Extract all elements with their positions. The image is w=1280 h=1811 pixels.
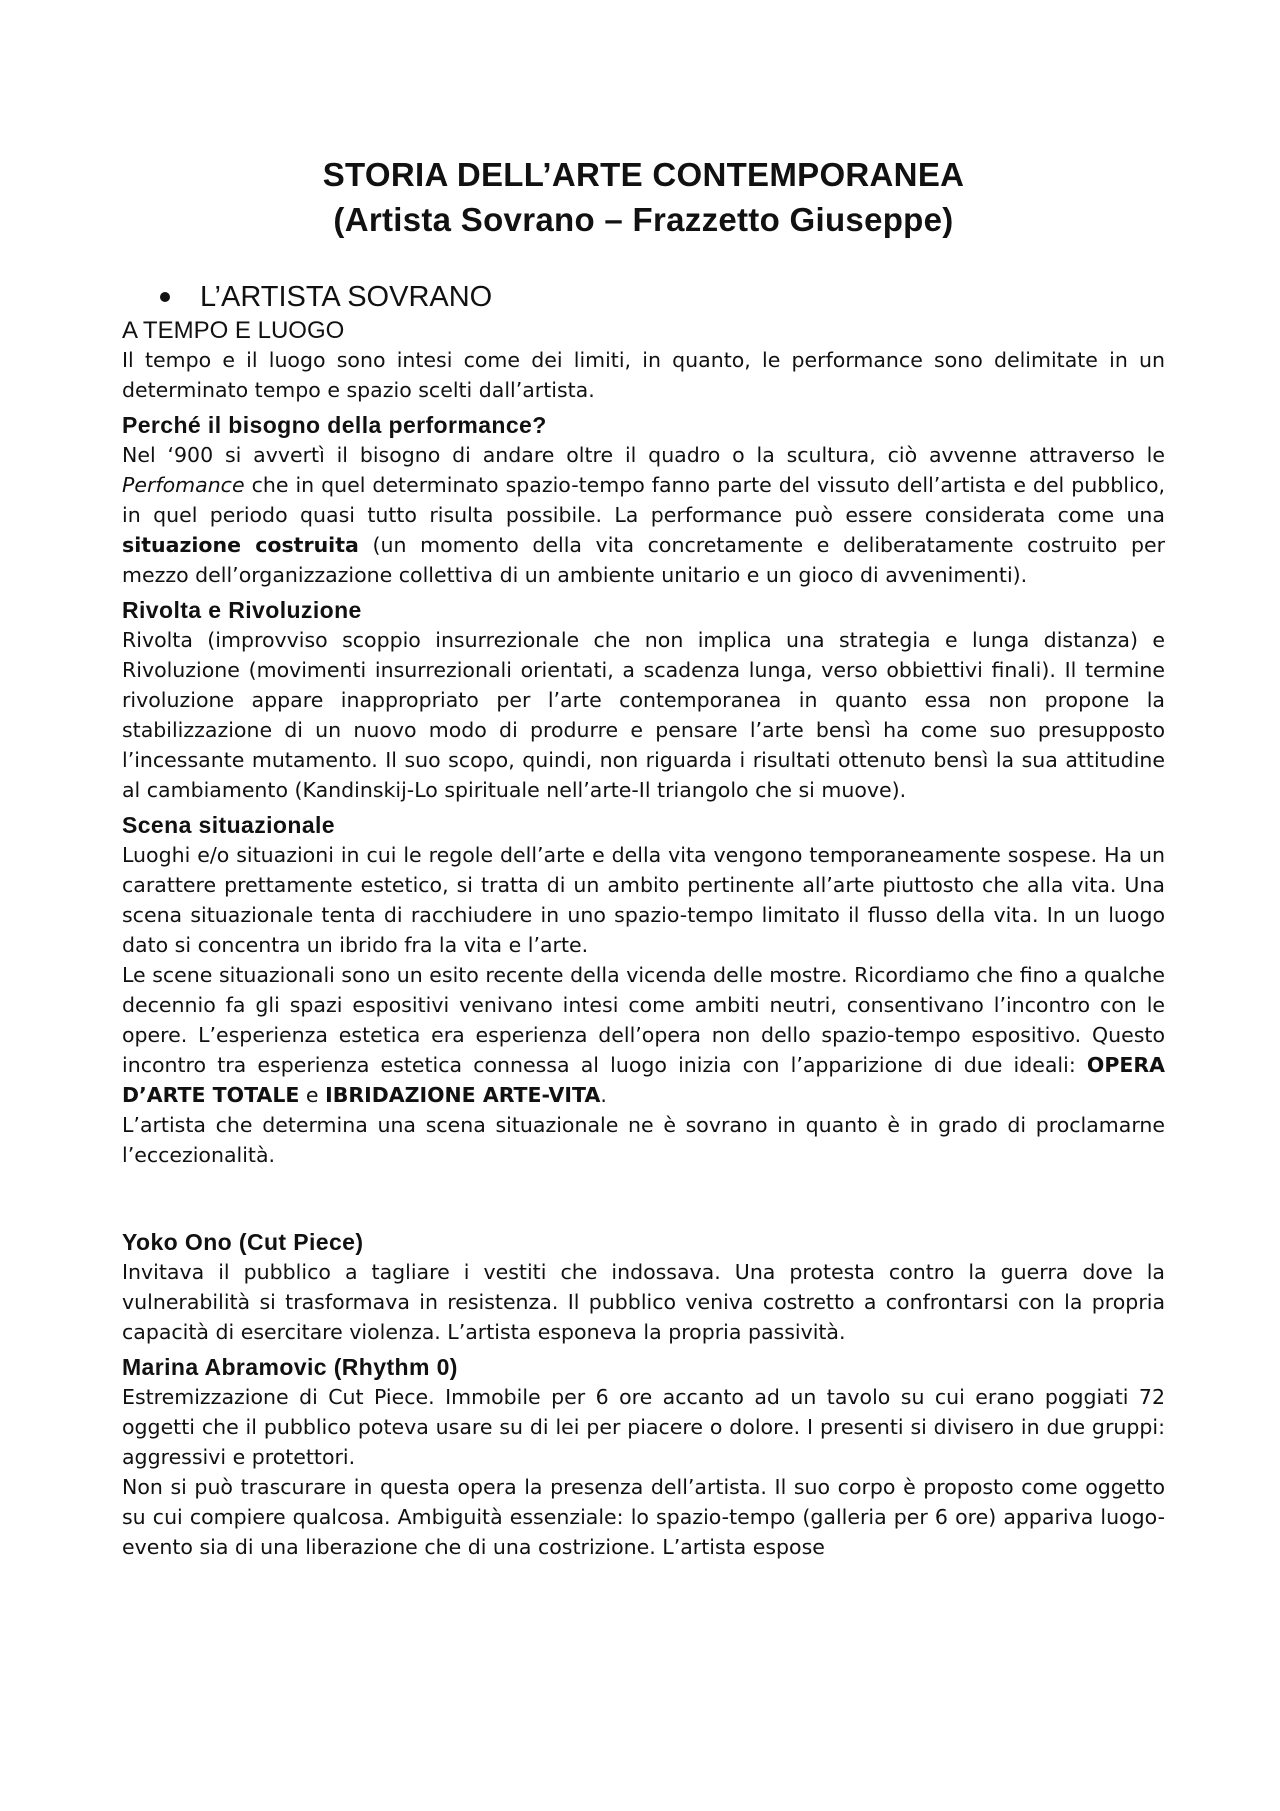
document-title	[122, 152, 1165, 242]
title-line-1: STORIA DELL’ARTE CONTEMPORANEA	[322, 156, 965, 193]
paragraph-abramovic-2: Non si può trascurare in questa opera la presenza dell’artista. Il suo corpo è proposto come oggetto su cui compiere qualcosa. Ambiguità essenziale: lo spazio-tempo (galleria per 6 ore) appariva luogo-evento sia di una liberazione che di una costrizione. L’artista espose	[122, 1475, 1165, 1559]
subheading-rivolta-rivoluzione: Rivolta e Rivoluzione	[122, 597, 362, 623]
paragraph-yoko-ono: Invitava il pubblico a tagliare i vestiti che indossava. Una protesta contro la guerra dove la vulnerabilità si trasformava in resistenza. Il pubblico veniva costretto a confrontarsi con la propria capacità di esercitare violenza. L’artista esponeva la propria passività.	[122, 1260, 1165, 1344]
subheading-scena-situazionale: Scena situazionale	[122, 812, 335, 838]
paragraph-tempo-luogo: Il tempo e il luogo sono intesi come dei limiti, in quanto, le performance sono delimitate in un determinato tempo e spazio scelti dall’artista.	[122, 348, 1165, 402]
paragraph-abramovic-1: Estremizzazione di Cut Piece. Immobile per 6 ore accanto ad un tavolo su cui erano poggiati 72 oggetti che il pubblico poteva usare su di lei per piacere o dolore. I presenti si divisero in due gruppi: aggressivi e protettori.	[122, 1385, 1165, 1469]
paragraph-scena-1: Luoghi e/o situazioni in cui le regole dell’arte e della vita vengono temporaneamente sospese. Ha un carattere prettamente estetico, si tratta di un ambito pertinente all’arte piuttosto che alla vita. Una scena situazionale tenta di racchiudere in uno spazio-tempo limitato il flusso della vita. In un luogo dato si concentra un ibrido fra la vita e l’arte.	[122, 843, 1165, 957]
text-run: Nel ‘900 si avvertì il bisogno di andare oltre il quadro o la scultura, ciò avvenne attraverso le	[122, 443, 1165, 467]
text-run: (un momento della vita concretamente e deliberatamente costruito per mezzo dell’organizzazione collettiva di un ambiente unitario e un gioco di avvenimenti).	[122, 533, 1166, 587]
subheading-yoko-ono: Yoko Ono (Cut Piece)	[122, 1229, 364, 1255]
strong-situazione-costruita: situazione costruita	[122, 533, 359, 557]
subheading-bisogno-performance: Perché il bisogno della performance?	[122, 412, 547, 438]
paragraph-rivolta-rivoluzione: Rivolta (improvviso scoppio insurrezionale che non implica una strategia e lunga distanza) e Rivoluzione (movimenti insurrezionali orientati, a scadenza lunga, verso obbiettivi finali). Il termine rivoluzione appare inappropriato per l’arte contemporanea in quanto essa non propone la stabilizzazione di un nuovo modo di produrre e pensare l’arte bensì ha come suo presupposto l’incessante mutamento. Il suo scopo, quindi, non riguarda i risultati ottenuto bensì la sua attitudine al cambiamento (Kandinskij-Lo spirituale nell’arte-Il triangolo che si muove).	[122, 628, 1165, 802]
bullet-icon	[160, 292, 170, 302]
text-run: .	[600, 1083, 607, 1107]
strong-opera-arte-totale: OPERA D’ARTE TOTALE	[122, 1053, 1165, 1107]
text-run: Le scene situazionali sono un esito recente della vicenda delle mostre. Ricordiamo che fino a qualche decennio fa gli spazi espositivi venivano intesi come ambiti neutri, consentivano l’incontro con le opere. L’esperienza estetica era esperienza dell’opera non dello spazio-tempo espositivo. Questo incontro tra esperienza estetica connessa al luogo inizia con l’apparizione di due ideali:	[122, 963, 1165, 1077]
emphasis-performance: Perfomance	[122, 473, 245, 497]
section-heading-text: L’ARTISTA SOVRANO	[200, 281, 493, 313]
text-run: e	[299, 1083, 326, 1107]
text-run: che in quel determinato spazio-tempo fanno parte del vissuto dell’artista e del pubblico, in quel periodo quasi tutto risulta possibile. La performance può essere considerata come una	[122, 473, 1165, 527]
subheading-marina-abramovic: Marina Abramovic (Rhythm 0)	[122, 1354, 458, 1380]
subheading-tempo-luogo: A TEMPO E LUOGO	[122, 317, 345, 344]
paragraph-bisogno-performance	[122, 440, 1165, 590]
title-line-2: (Artista Sovrano – Frazzetto Giuseppe)	[333, 201, 954, 238]
paragraph-scena-2	[122, 960, 1165, 1110]
paragraph-scena-3: L’artista che determina una scena situazionale ne è sovrano in quanto è in grado di proclamarne l’eccezionalità.	[122, 1113, 1165, 1167]
section-heading	[160, 278, 1165, 316]
strong-ibridazione-arte-vita: IBRIDAZIONE ARTE-VITA	[325, 1083, 601, 1107]
